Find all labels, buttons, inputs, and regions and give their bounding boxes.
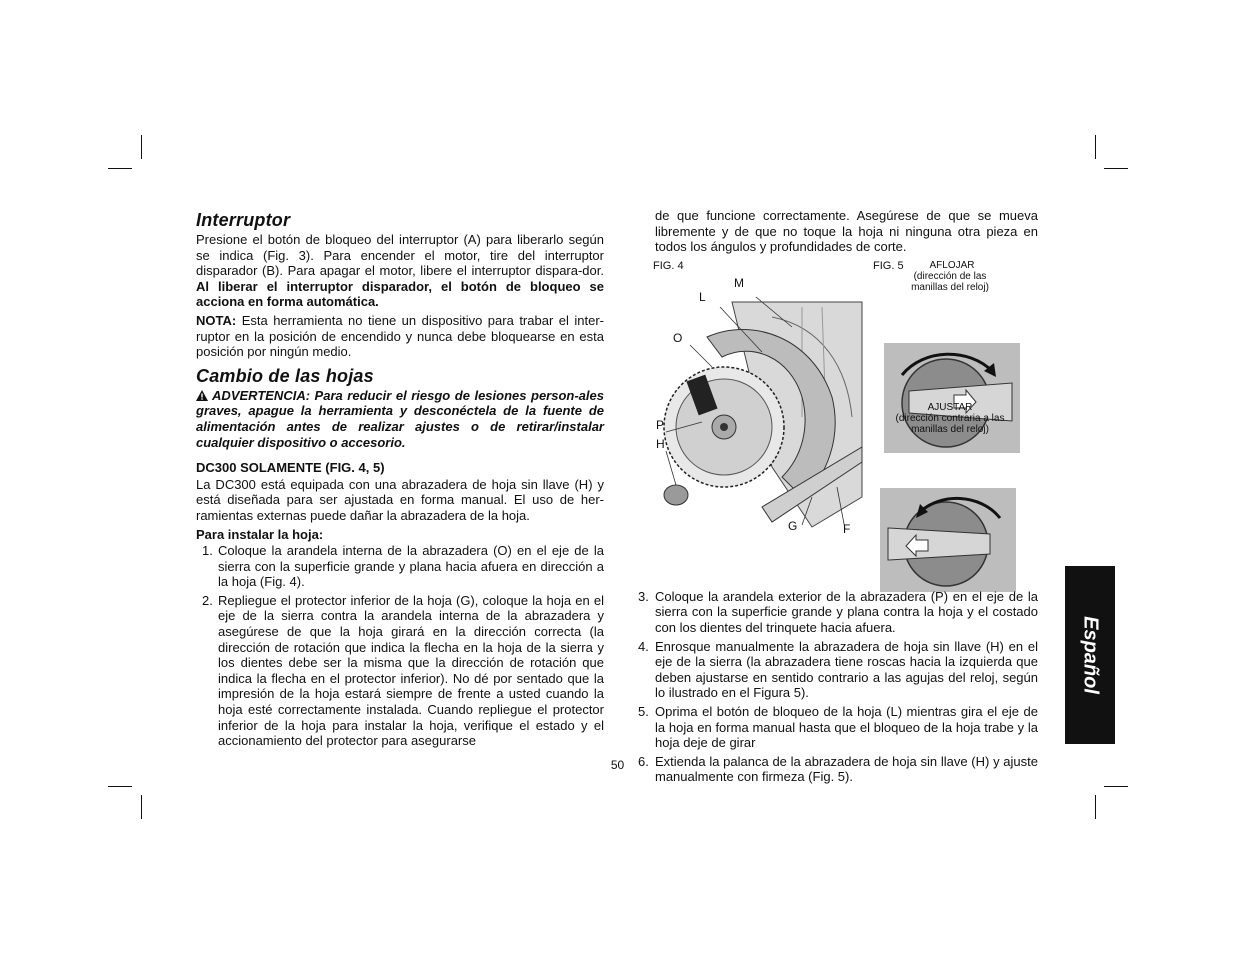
loosen-diagram <box>884 343 1020 453</box>
dc300-heading: DC300 SOLAMENTE (FIG. 4, 5) <box>196 460 385 476</box>
step-text: Enrosque manualmente la abrazadera de hoja sin llave (H) en el eje de la sierra (la abrazadera tiene roscas hacia la izquierda que deben ajustarse en sentido contrario a las agujas del reloj, según lo ilustrado en el Figura 5). <box>655 638 1038 701</box>
list-item <box>196 543 604 590</box>
step-number: 5. <box>638 703 649 719</box>
list-item <box>196 593 604 749</box>
ajustar-label: AJUSTAR <box>927 401 973 413</box>
fig5-caption: FIG. 5 <box>873 259 904 272</box>
label-l: L <box>699 289 706 304</box>
section-heading-interruptor: Interruptor <box>196 210 291 230</box>
label-o: O <box>673 330 683 345</box>
paragraph-bold: Al liberar el interruptor disparador, el botón de bloqueo se acciona en forma automática. <box>196 278 604 310</box>
tighten-diagram <box>880 488 1016 592</box>
step-text: Coloque la arandela interna de la abrazadera (O) en el eje de la sierra con la superficie grande y plana hacia afuera en dirección a la hoja (Fig. 4). <box>218 543 604 590</box>
paragraph <box>196 232 604 310</box>
label-f: F <box>843 521 851 536</box>
list-item <box>638 704 1038 751</box>
step-number: 4. <box>638 638 649 654</box>
crop-mark <box>141 135 142 159</box>
paragraph-text: Presione el botón de bloqueo del interruptor (A) para liberarlo según se indica (Fig. 3). Para encender el motor, tire del interruptor disparador (B). Para apagar el motor, libere el interruptor dispara-dor. <box>196 232 604 279</box>
language-tab-label: Español <box>1079 616 1102 694</box>
ajustar-sub: (dirección contraria a las manillas del reloj) <box>895 412 1005 435</box>
saw-illustration <box>662 297 867 542</box>
step-number: 1. <box>202 543 213 559</box>
crop-mark <box>1095 795 1096 819</box>
continuation-text: de que funcione correctamente. Asegúrese de que se mueva libremente y de que no toque la hoja ni ninguna otra pieza en todos los ángulos y profundidades de corte. <box>655 208 1038 255</box>
step-text: Extienda la palanca de la abrazadera de hoja sin llave (H) y ajuste manualmente con firmeza (Fig. 5). <box>655 753 1038 785</box>
figures <box>638 259 1038 549</box>
label-m: M <box>734 275 744 290</box>
crop-mark <box>1104 786 1128 787</box>
crop-mark <box>1104 168 1128 169</box>
note-text: Esta herramienta no tiene un dispositivo para trabar el inter-ruptor en la posición de encendido y nunca debe bloquearse en esta posición por ningún medio. <box>196 312 604 360</box>
label-h: H <box>656 436 665 451</box>
crop-mark <box>1095 135 1096 159</box>
note-label: NOTA: <box>196 312 237 328</box>
install-heading: Para instalar la hoja: <box>196 526 324 542</box>
crop-mark <box>108 786 132 787</box>
right-column <box>638 208 1038 788</box>
step-text: Coloque la arandela exterior de la abrazadera (P) en el eje de la sierra con la superficie grande y plana contra la hoja y el costado con los dientes del trinquete hacia afuera. <box>655 588 1038 635</box>
steps-list-right <box>638 589 1038 785</box>
step-number: 3. <box>638 588 649 604</box>
step-text: Repliegue el protector inferior de la hoja (G), coloque la hoja en el eje de la sierra contra la arandela interna de la abrazadera y asegúrese de que la hoja girará en la dirección correcta (la dirección de rotación que indica la flecha en la hoja de la sierra y los dientes debe ser la misma que la dirección de rotación que indica la flecha en el protector inferior). No dé por sentado que la impresión de la hoja estará siempre de frente a usted cuando la hoja esté correctamente instalada. Cuando repliegue el protector inferior de la hoja para instalar la hoja, verifique el estado y el accionamiento del protector para asegurarse <box>218 592 604 749</box>
warning-text: ADVERTENCIA: Para reducir el riesgo de lesiones person-ales graves, apague la herramienta y desconéctela de la fuente de alimentación antes de realizar ajustes o de retirar/instalar cualquier dispositivo o accesorio. <box>196 387 604 450</box>
warning <box>196 388 604 450</box>
section-heading-cambio: Cambio de las hojas <box>196 365 374 386</box>
step-number: 6. <box>638 753 649 769</box>
page-number: 50 <box>610 758 625 772</box>
list-item <box>638 589 1038 636</box>
dc300-text: La DC300 está equipada con una abrazadera de hoja sin llave (H) y está diseñada para ser ajustada en forma manual. El uso de her-ramientas externas puede dañar la abrazadera de la hoja. <box>196 476 604 523</box>
note <box>196 313 604 360</box>
aflojar-label: AFLOJAR <box>929 259 975 271</box>
crop-mark <box>108 168 132 169</box>
steps-list-left <box>196 543 604 749</box>
crop-mark <box>141 795 142 819</box>
label-p: P <box>656 417 665 432</box>
left-column <box>196 208 604 752</box>
label-g: G <box>788 518 798 533</box>
aflojar-sub: (dirección de las manillas del reloj) <box>911 270 989 293</box>
fig4-caption: FIG. 4 <box>653 259 684 272</box>
step-text: Oprima el botón de bloqueo de la hoja (L) mientras gira el eje de la hoja en forma manual hasta que el bloqueo de la hoja trabe y la hoja deje de girar <box>655 703 1038 751</box>
step-number: 2. <box>202 592 213 608</box>
language-tab <box>1065 566 1115 744</box>
warning-icon <box>196 390 208 401</box>
list-item <box>638 639 1038 701</box>
